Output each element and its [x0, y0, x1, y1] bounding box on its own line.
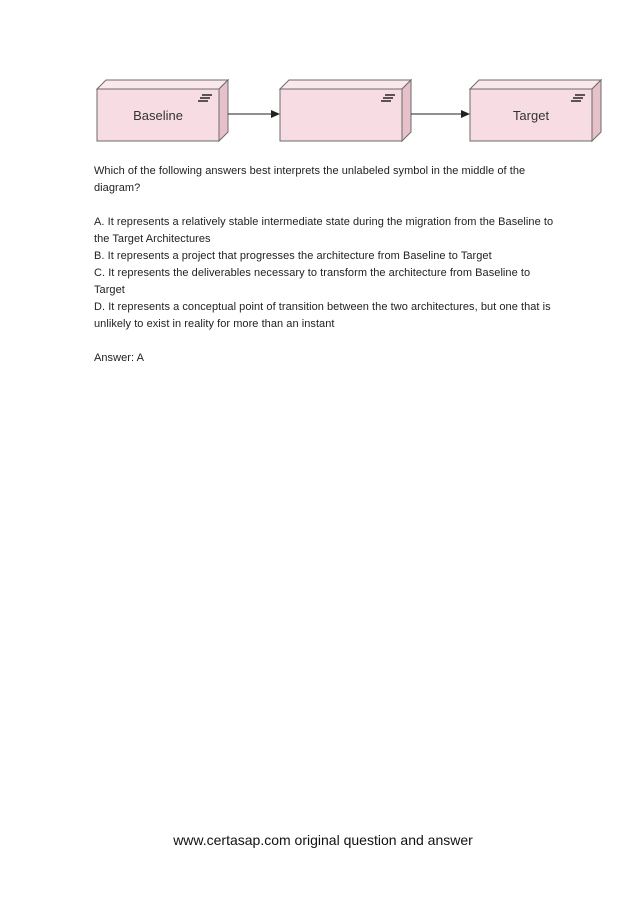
- box-side-face: [592, 80, 601, 141]
- question-block: [94, 163, 554, 367]
- box-label: Baseline: [133, 108, 183, 123]
- option-c: C. It represents the deliverables necessary to transform the architecture from Baseline to Target: [94, 267, 531, 296]
- option-b: B. It represents a project that progresses the architecture from Baseline to Target: [94, 250, 492, 262]
- diagram-canvas: [90, 74, 618, 148]
- box-front-face: [280, 89, 402, 141]
- answer: Answer: A: [94, 352, 144, 364]
- box-top-face: [97, 80, 228, 89]
- box-top-face: [280, 80, 411, 89]
- box-side-face: [219, 80, 228, 141]
- box-top-face: [470, 80, 601, 89]
- architecture-diagram: [90, 74, 618, 148]
- footer-text: www.certasap.com original question and answer: [173, 832, 473, 848]
- option-a: A. It represents a relatively stable intermediate state during the migration from the Baseline to the Target Architectures: [94, 216, 554, 245]
- arrow-head: [461, 110, 470, 118]
- option-d: D. It represents a conceptual point of transition between the two architectures, but one that is unlikely to exist in reality for more than an instant: [94, 301, 551, 330]
- question-prompt: Which of the following answers best interprets the unlabeled symbol in the middle of the diagram?: [94, 165, 526, 194]
- box-side-face: [402, 80, 411, 141]
- arrow-head: [271, 110, 280, 118]
- box-label: Target: [512, 108, 550, 123]
